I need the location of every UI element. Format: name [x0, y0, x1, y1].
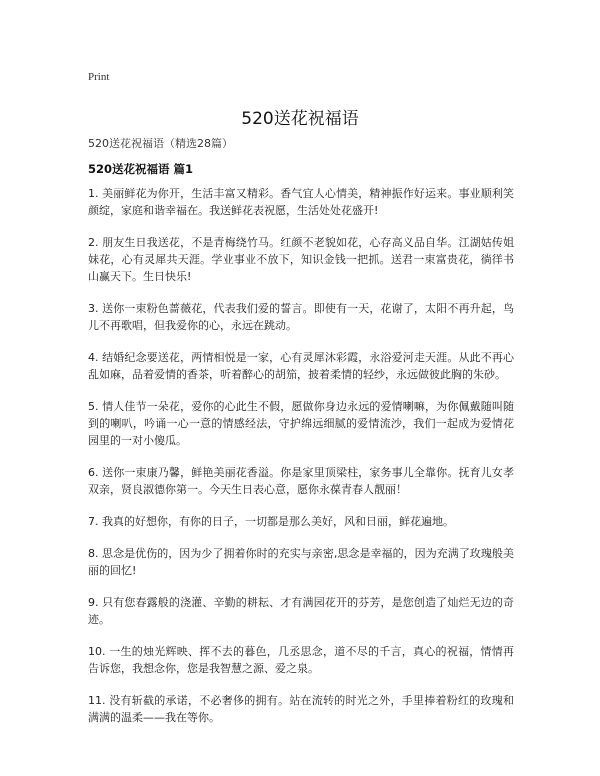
paragraph-7: 7. 我真的好想你，有你的日子，一切都是那么美好，风和日丽，鲜花遍地。: [88, 515, 454, 528]
paragraph-11: 11. 没有斩截的承诺，不必奢侈的拥有。站在流转的时光之外，手里捧着粉红的玫瑰和满满的温柔——我在等你。: [88, 694, 514, 724]
paragraph-6: 6. 送你一束康乃馨，鲜艳美丽花香溢。你是家里顶梁柱，家务事儿全靠你。抚育儿女孝双亲，贤良淑德你第一。今天生日表心意，愿你永葆青春人靓丽！: [88, 466, 514, 496]
paragraph-1: 1. 美丽鲜花为你开，生活丰富又精彩。香气宜人心情美，精神振作好运来。事业顺利笑颜绽，家庭和谐幸福在。我送鲜花表祝愿，生活处处花盛开!: [88, 187, 514, 217]
print-link[interactable]: Print: [88, 71, 110, 83]
paragraph-10: 10. 一生的烛光辉映、挥不去的暮色，几丞思念，道不尽的千言，真心的祝福，情情再告诉您，我想念你，您是我智慧之源、爱之泉。: [88, 645, 514, 675]
paragraph-5: 5. 情人佳节一朵花，爱你的心此生不假，愿做你身边永远的爱情喇嘛，为你佩戴随叫随到的喇叭，吟诵一心一意的情感经法，守护绵远细腻的爱情流沙，我们一起成为爱情花园里的一对小傻瓜。: [88, 400, 514, 447]
paragraph-8: 8. 思念是优伤的，因为少了拥着你时的充实与亲密,思念是幸福的，因为充满了玫瑰般美丽的回忆!: [88, 547, 514, 577]
article-body: [88, 185, 514, 741]
page-title: 520送花祝福语: [241, 109, 359, 129]
paragraph-9: 9. 只有您春露般的浇灌、辛勤的耕耘、才有满园花开的芬芳，是您创造了灿烂无边的奇迹。: [88, 596, 514, 626]
paragraph-2: 2. 朋友生日我送花，不是青梅绕竹马。红颜不老貌如花，心存高义品自华。江湖姑传姐妹花，心有灵犀共天涯。学业事业不放下，知识金钱一把抓。送君一束富贵花，徜徉书山赢天下。生日快乐!: [88, 236, 514, 283]
section-heading: 520送花祝福语 篇1: [88, 162, 194, 176]
paragraph-3: 3. 送你一束粉色蔷薇花，代表我们爱的誓言。即使有一天，花谢了，太阳不再升起，鸟儿不再歌唱，但我爱你的心，永远在跳动。: [88, 302, 514, 332]
paragraph-4: 4. 结婚纪念要送花，两情相悦是一家，心有灵犀沐彩霞，永浴爱河走天涯。从此不再心乱如麻，品着爱情的香茶，听着醉心的胡笳，披着柔情的轻纱，永远做彼此胸的朱砂。: [88, 351, 514, 381]
document-subtitle: 520送花祝福语（精选28篇）: [88, 137, 233, 150]
